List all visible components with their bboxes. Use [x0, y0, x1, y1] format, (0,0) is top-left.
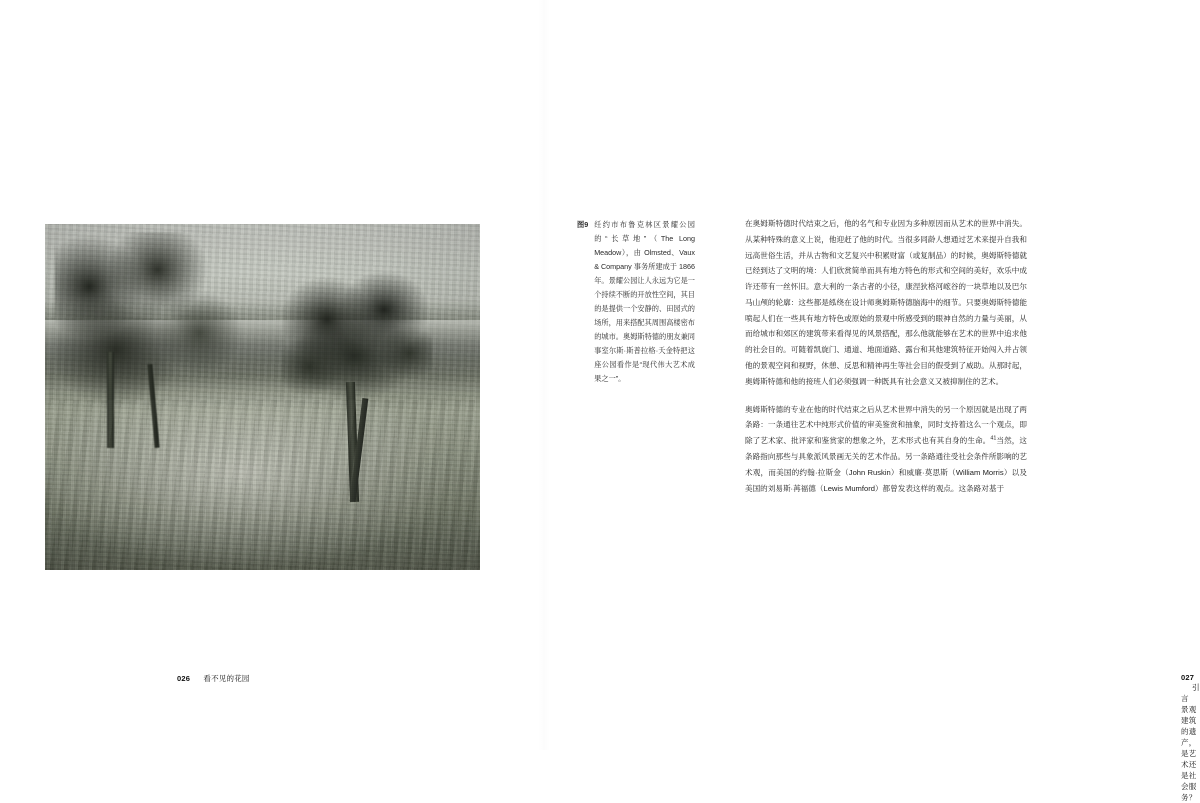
running-title: 看不见的花园: [203, 674, 250, 683]
figure-number: 图9: [577, 220, 589, 229]
paragraph: 奥姆斯特德的专业在他的时代结束之后从艺术世界中消失的另一个原因就是出现了两条路：一条通往艺术中纯形式价值的审美鉴赏和抽象，同时支持着这么一个观点，即除了艺术家、批评家和鉴赏家的想象之外，艺术形式也有其自身的生命。$^{41}$当然，这条路指向那些与具象派风景画无关的艺术作品。另一条路通往受社会条件所影响的艺术观，而美国的约翰·拉斯金（John Ruskin）和威廉·莫思斯（William Morris）以及美国的刘易斯·苒福德（Lewis Mumford）都曾发表这样的观点。这条路对基于: [745, 404, 1028, 493]
figure-caption: [577, 218, 695, 386]
right-page: [544, 0, 1200, 802]
folio-left: [177, 673, 250, 684]
running-title: 引言 景观建筑的遗产，是艺术还是社会服务？: [1181, 683, 1200, 802]
paragraph: 在奥姆斯特德时代结束之后，他的名气和专业因为多种原因而从艺术的世界中消失。从某种特殊的意义上说，他迎赶了他的时代。当很多同龄人想通过艺术来提升自我和远高世俗生活，并从古物和文艺复兴中积累财富（或复制品）的时候，奥姆斯特德就已经到达了文明的境：人们欣赏简单而具有地方特色的形式和空间的美好，欢乐中成许还带有一丝怀旧。意大利的一条古者的小径，康涅狄格河峵谷的一块草地以及巴尔马山颅的轮廓：这些都是紭绕在设计师奥姆斯特德脑海中的细节。只要奥姆斯特德能喷起人们在一些具有地方特色或原始的景观中所感受到的眼神自然的力量与美丽，从而给城市和郊区的建筑带来看得见的风景搭配，那么他就能够在艺术的世界中追求他的社会目的。可随着凯旋门、通道、地面道路、露台和其他建筑特征开始闯入并占领他的景观空间和视野，休憩、反思和精神再生等社会目的假受到了威助。从那时起，奥姆斯特德和他的接班人们必须强调一种既具有社会意义又被抑制住的艺术。: [745, 219, 1027, 386]
body-text-column: [745, 216, 1027, 496]
page-number: 027: [1181, 673, 1195, 682]
figure-photograph: [45, 224, 480, 570]
page-number: 026: [177, 674, 191, 683]
folio-right: [1181, 673, 1200, 803]
left-page: [0, 0, 544, 750]
figure-caption-text: 纴约市布鲁克林区景耀公园的“长草地”（The Long Meadow），由 Olmsted、Vaux & Company 事务所建成于 1866 年。景耀公园让人永远为它是一个持续不断的开放性空间，其目的是提供一个安静的、田园式的场所，用来搭配其周围高楼密布的城市。奥姆斯特德的朋友兼同事室尔斯·斯普拉格·夭金特把这座公园看作是“现代伟大艺术成果之一”。: [594, 220, 695, 384]
photograph-bw-landscape: [45, 224, 480, 570]
photo-grain-overlay: [45, 224, 480, 570]
